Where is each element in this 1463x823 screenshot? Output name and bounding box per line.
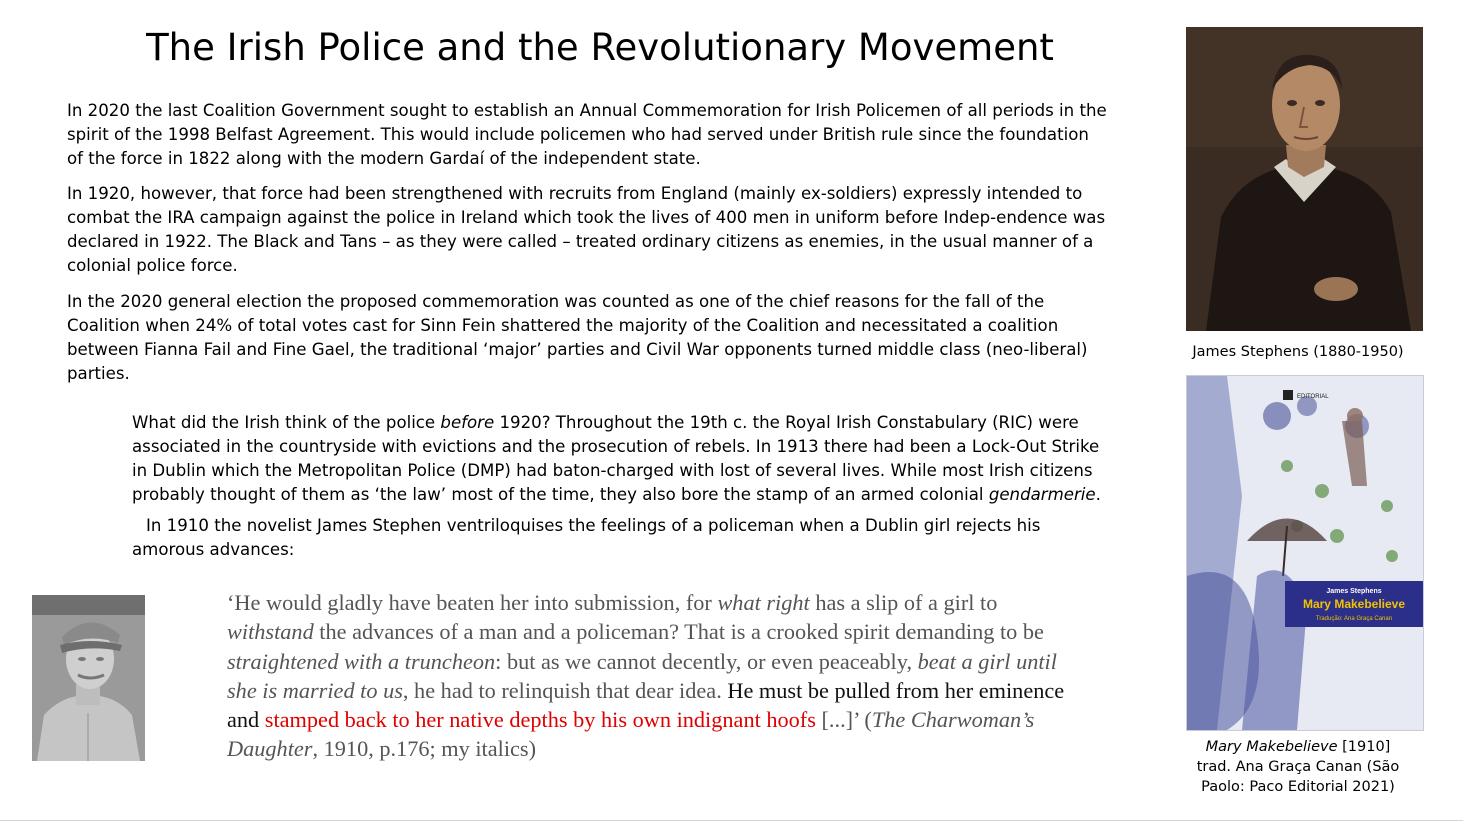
text-segment: . [1095,485,1101,504]
paragraph-election: In the 2020 general election the proposed commemoration was counted as one of the chief reasons for the fall of the Coalition when 24% of total votes cast for Sinn Fein shattered the majority of the Coalition and necessitated a coalition between Fianna Fail and Fine Gael, the traditional ‘major’ parties and Civil War opponents turned middle class (neo-liberal) parties. [67,292,1088,383]
book-caption-year: [1910] [1337,739,1391,755]
quote-highlight-red: stamped back to her native depths by his own indignant hoofs [264,707,816,733]
quote-segment: has a slip of a girl to [809,590,998,615]
paragraph-novelist [132,514,1102,562]
book-cover-illustration [1187,376,1423,730]
portrait-caption: James Stephens (1880-1950) [1192,344,1404,360]
italic-segment: gendarmerie [988,485,1096,504]
portrait-image [1186,27,1423,331]
quote-italic: what right [717,590,810,615]
quote-italic: straightened with a truncheon [227,648,496,674]
quote-segment: , 1910, p.176; my italics) [312,736,537,762]
block-quote [227,588,1067,764]
quote-italic: withstand [227,619,314,645]
policeman-bust-image [32,595,145,761]
paragraph-black-and-tans: In 1920, however, that force had been strengthened with recruits from England (mainly ex-soldiers) expressly intended to combat the IRA campaign against the police in Ireland which took the lives of 400 men in uniform before Indep-endence was declared in 1922. The Black and Tans – as they were called – treated ordinary citizens as enemies, in the usual manner of a colonial police force. [67,184,1106,275]
book-caption-line2: trad. Ana Graça Canan (São [1196,759,1400,775]
book-caption-title: Mary Makebelieve [1205,739,1338,755]
quote-segment: [...]’ ( [815,707,872,733]
portrait-illustration [1186,27,1423,331]
book-caption [1186,737,1410,797]
page-title: The Irish Police and the Revolutionary Movement [146,26,1054,69]
quote-italic: beat a girl until she is married to us [227,648,1057,703]
quote-italic: The Charwoman’s Daughter [227,707,1035,762]
text-segment: 1920? Throughout the 19th c. the Royal Irish Constabulary (RIC) were associated in the countryside with evictions and the prosecution of rebels. In 1913 there had been a Lock-Out Strike in Dublin which the Metropolitan Police (DMP) had baton-charged with lost of several lives. While most Irish citizens probably thought of them as ‘the law’ most of the time, they also bore the stamp of an armed colonial [132,413,1100,504]
book-caption-line3: Paolo: Paco Editorial 2021) [1201,779,1395,795]
bottom-divider [0,820,1463,821]
quote-segment: , he had to relinquish that dear idea. [402,677,728,703]
paragraph-before-1920 [132,411,1102,507]
publisher-logo-text: EDITORIAL [1297,394,1329,400]
book-translator-text: Tradução: Ana Graça Canan [1315,616,1393,622]
italic-segment: before [440,413,495,432]
book-author-text: James Stephens [1326,588,1382,595]
book-title-text: Mary Makebelieve [1302,597,1406,611]
quote-segment: ‘He would gladly have beaten her into submission, for [227,590,718,615]
paragraph-commemoration: In 2020 the last Coalition Government sought to establish an Annual Commemoration for Irish Policemen of all periods in the spirit of the 1998 Belfast Agreement. This would include policemen who had served under British rule since the foundation of the force in 1822 along with the modern Gardaí of the independent state. [67,101,1107,168]
book-caption-line1 [1186,737,1410,757]
bust-illustration [32,595,145,761]
text-segment: What did the Irish think of the police [132,413,441,432]
book-cover-image [1186,375,1424,731]
quote-segment: : but as we cannot decently, or even peaceably, [495,648,918,674]
text-segment: In 1910 the novelist James Stephen ventriloquises the feelings of a policeman when a Dublin girl rejects his amorous advances: [132,516,1041,559]
quote-segment: the advances of a man and a policeman? That is a crooked spirit demanding to be [313,619,1044,645]
quote-segment-dark: He must be pulled from her eminence and [227,677,1065,733]
